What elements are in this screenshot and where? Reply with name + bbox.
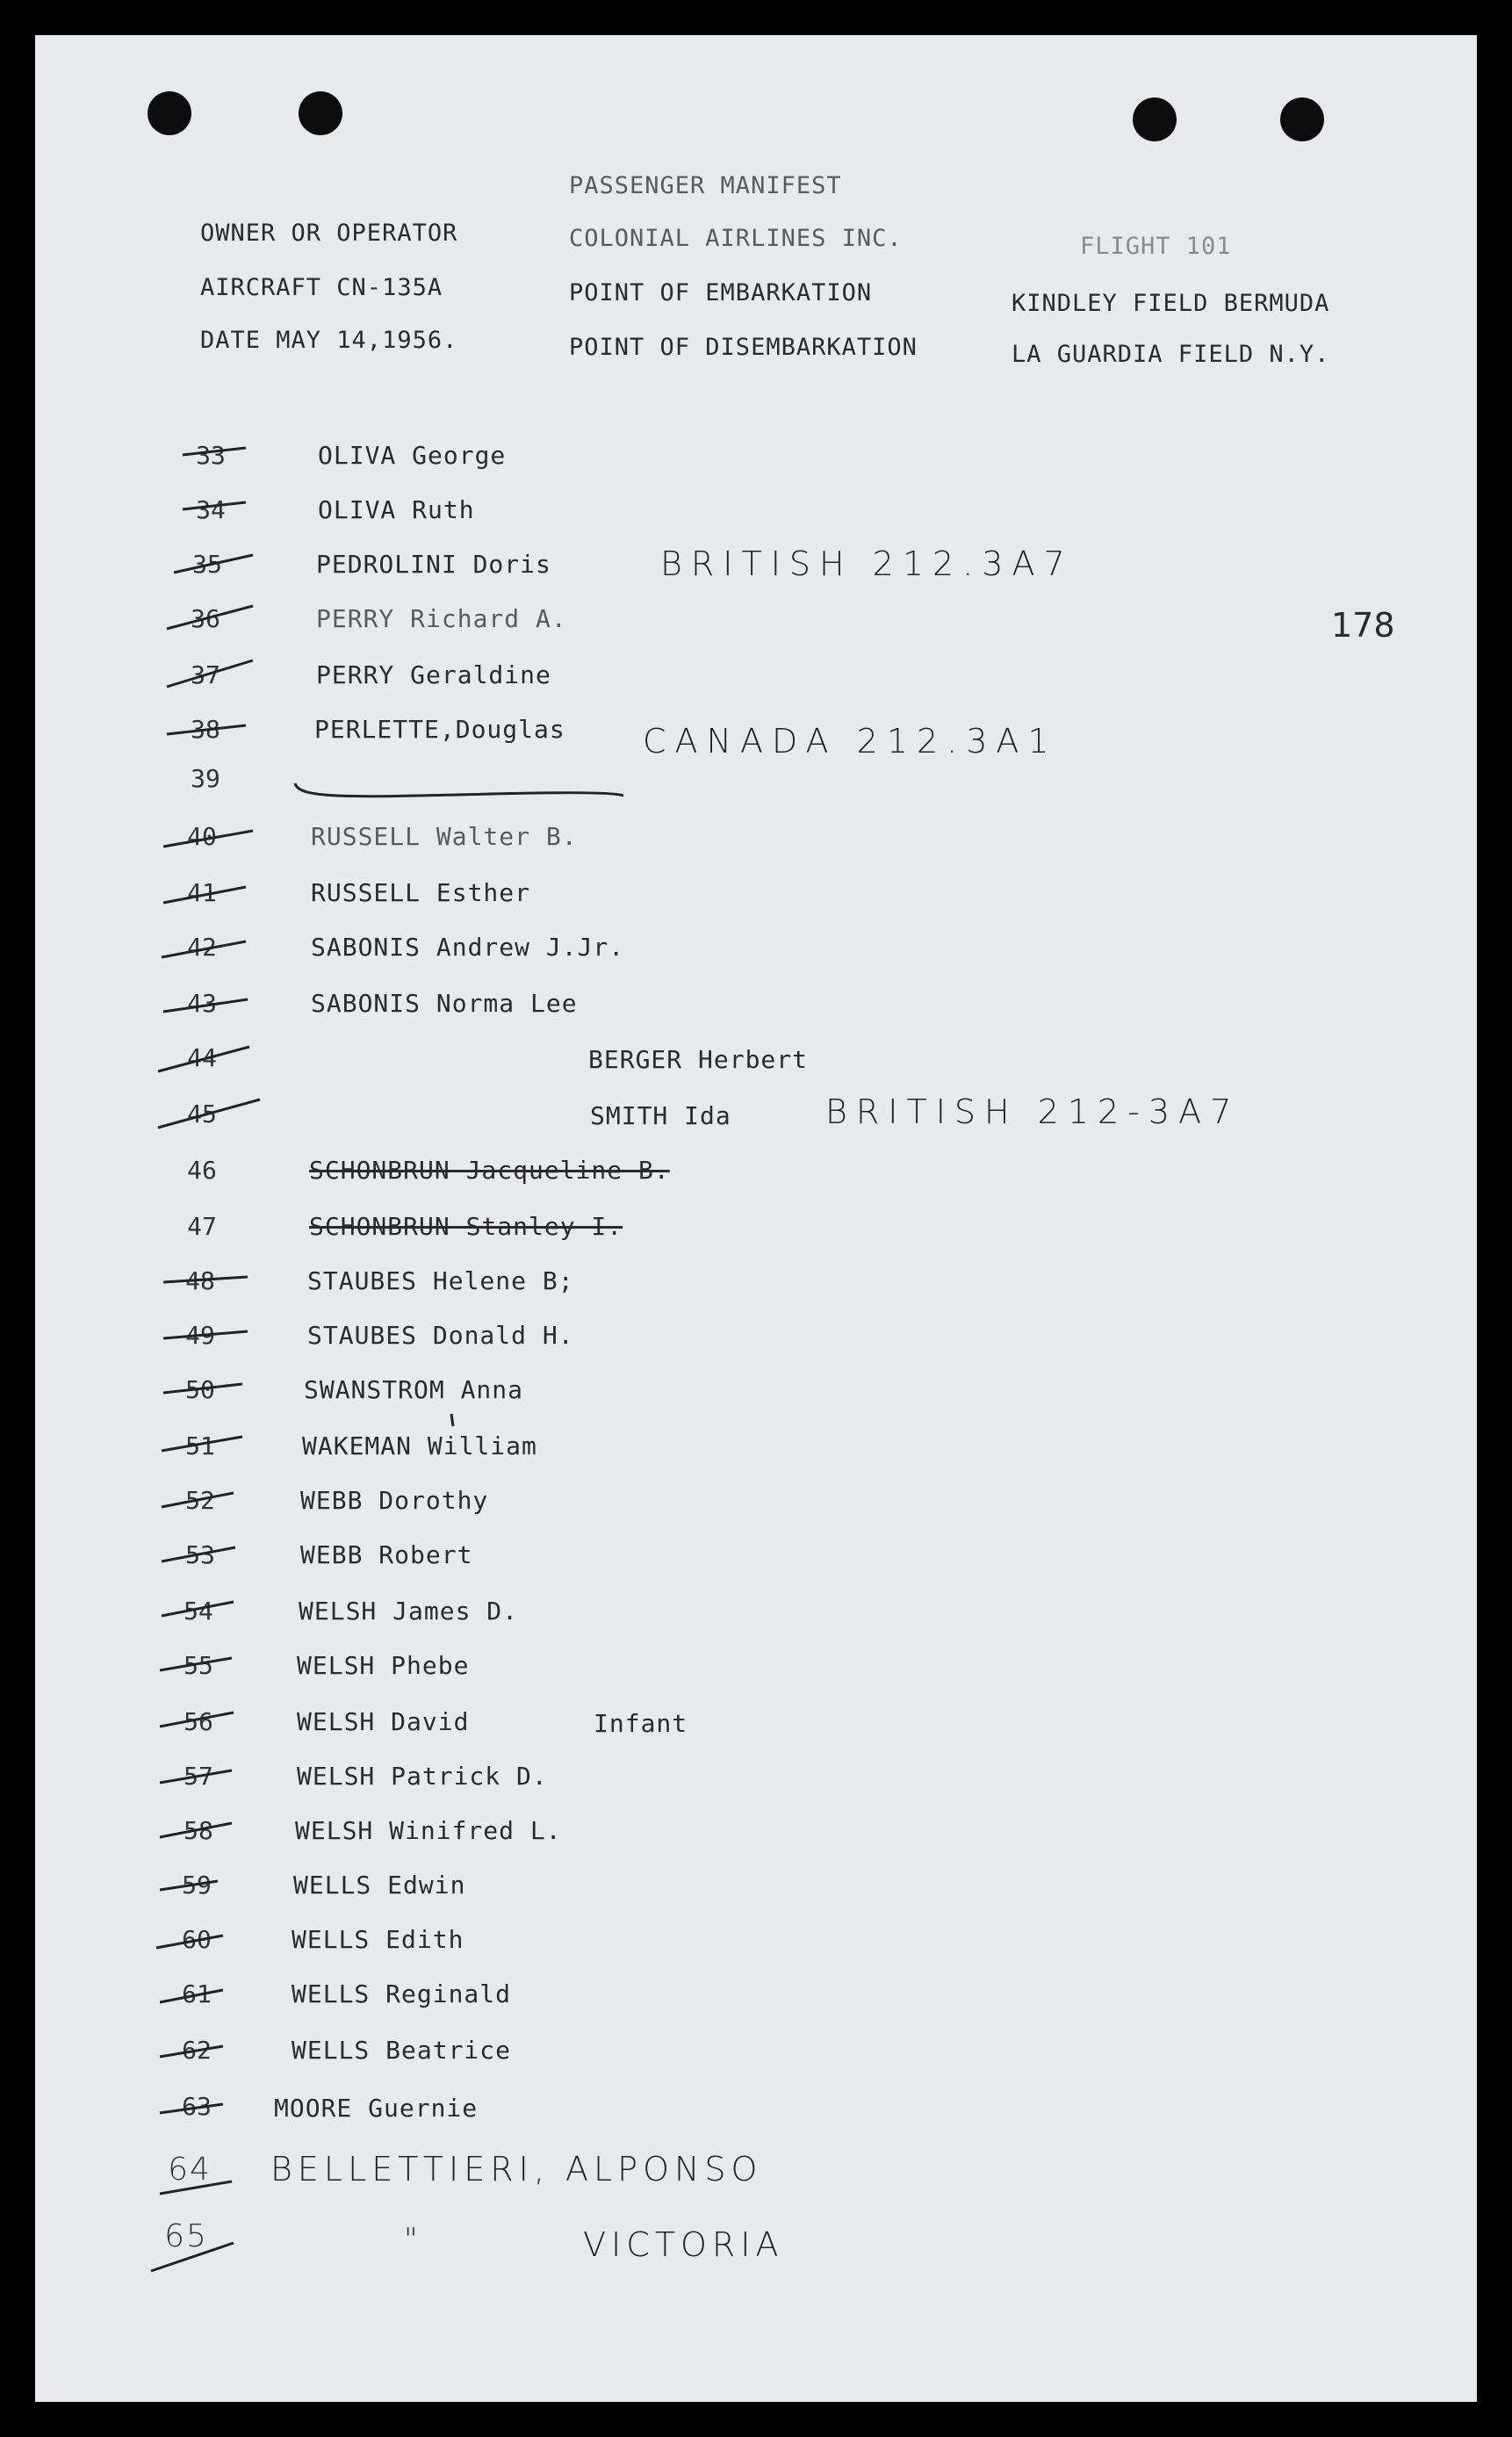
row-number: 58 xyxy=(184,1816,213,1845)
handwritten-note: VICTORIA xyxy=(583,2225,784,2264)
passenger-name: PEDROLINI Doris xyxy=(316,550,551,579)
passenger-name: STAUBES Helene B; xyxy=(307,1266,574,1295)
passenger-name: OLIVA George xyxy=(318,441,507,470)
passenger-name: WAKEMAN William xyxy=(302,1431,537,1460)
row-number: 46 xyxy=(187,1156,217,1185)
passenger-name: RUSSELL Esther xyxy=(311,878,531,907)
passenger-name: OLIVA Ruth xyxy=(318,495,475,524)
aircraft-field: AIRCRAFT CN-135A xyxy=(200,274,443,301)
row-number: 51 xyxy=(185,1431,215,1460)
row-number: 64 xyxy=(168,2152,212,2188)
manifest-title: PASSENGER MANIFEST xyxy=(569,172,842,199)
row-number: 34 xyxy=(196,495,226,524)
row-number: 54 xyxy=(184,1597,213,1626)
passenger-name: WELLS Reginald xyxy=(292,1979,512,2008)
passenger-name: WEBB Dorothy xyxy=(300,1486,489,1515)
row-number: 48 xyxy=(185,1266,215,1295)
row-number: 44 xyxy=(187,1043,217,1072)
passenger-name: WELSH Phebe xyxy=(297,1651,470,1680)
row-number: 40 xyxy=(187,822,217,851)
passenger-name: SABONIS Andrew J.Jr. xyxy=(311,933,625,962)
row-number: 45 xyxy=(187,1100,217,1128)
passenger-name: BERGER Herbert xyxy=(588,1045,809,1074)
passenger-name: PERRY Geraldine xyxy=(316,660,551,689)
row-number: 56 xyxy=(184,1707,213,1736)
passenger-name: MOORE Guernie xyxy=(274,2094,479,2123)
handwritten-note: BRITISH 212-3A7 xyxy=(825,1092,1241,1131)
row-number: 47 xyxy=(187,1212,217,1241)
row-number: 42 xyxy=(187,933,217,962)
passenger-name: PERLETTE,Douglas xyxy=(314,715,565,744)
row-number: 63 xyxy=(182,2092,212,2121)
row-number: 50 xyxy=(185,1375,215,1404)
passenger-name: SABONIS Norma Lee xyxy=(311,989,578,1018)
row-number: 59 xyxy=(182,1871,212,1900)
handwritten-note: CANADA 212.3A1 xyxy=(643,722,1058,761)
passenger-name-struck: SCHONBRUN Jacqueline B. xyxy=(309,1156,670,1185)
passenger-name: PERRY Richard A. xyxy=(316,604,567,633)
disembark-value: LA GUARDIA FIELD N.Y. xyxy=(1012,341,1330,368)
passenger-name-handwritten: BELLETTIERI, ALPONSO xyxy=(270,2150,763,2188)
embark-label: POINT OF EMBARKATION xyxy=(569,279,873,306)
disembark-label: POINT OF DISEMBARKATION xyxy=(569,334,918,361)
passenger-name: SMITH Ida xyxy=(590,1101,731,1130)
date-field: DATE MAY 14,1956. xyxy=(200,327,458,354)
passenger-name: WELSH Patrick D. xyxy=(297,1762,548,1791)
row-number: 35 xyxy=(192,550,222,579)
passenger-name: WELSH James D. xyxy=(299,1597,519,1626)
owner-value: COLONIAL AIRLINES INC. xyxy=(569,225,903,252)
passenger-name: WELLS Edith xyxy=(292,1925,464,1954)
passenger-name: WELSH Winifred L. xyxy=(295,1816,562,1845)
row-number: 62 xyxy=(182,2036,212,2065)
row-number: 43 xyxy=(187,989,217,1018)
page-number: 178 xyxy=(1331,606,1395,645)
passenger-name-struck: SCHONBRUN Stanley I. xyxy=(309,1212,623,1241)
row-number: 52 xyxy=(185,1486,215,1515)
row-number: 61 xyxy=(182,1979,212,2008)
owner-label: OWNER OR OPERATOR xyxy=(200,220,458,247)
row-number: 65 xyxy=(164,2218,208,2254)
pen-marks xyxy=(35,35,1477,2402)
passenger-note: Infant xyxy=(594,1709,688,1738)
passenger-name: WELLS Edwin xyxy=(293,1871,466,1900)
passenger-name: WEBB Robert xyxy=(300,1540,473,1569)
flight-number: FLIGHT 101 xyxy=(1080,233,1232,260)
manifest-sheet xyxy=(35,35,1477,2402)
row-number: 60 xyxy=(182,1925,212,1954)
row-number: 37 xyxy=(191,660,220,689)
row-number: 39 xyxy=(191,764,220,793)
row-number: 38 xyxy=(191,715,220,744)
passenger-name: SWANSTROM Anna xyxy=(304,1375,524,1404)
embark-value: KINDLEY FIELD BERMUDA xyxy=(1012,290,1330,317)
row-number: 41 xyxy=(187,878,217,907)
handwritten-note: BRITISH 212.3A7 xyxy=(660,544,1074,583)
row-number: 55 xyxy=(184,1651,213,1680)
row-number: 49 xyxy=(185,1321,215,1350)
passenger-name: RUSSELL Walter B. xyxy=(311,822,578,851)
row-number: 36 xyxy=(191,604,220,633)
row-number: 53 xyxy=(185,1540,215,1569)
passenger-name: WELSH David xyxy=(297,1707,470,1736)
row-number: 33 xyxy=(196,441,226,470)
ditto-mark: " xyxy=(404,2222,427,2257)
row-number: 57 xyxy=(184,1762,213,1791)
passenger-name: WELLS Beatrice xyxy=(292,2036,512,2065)
passenger-name: STAUBES Donald H. xyxy=(307,1321,574,1350)
